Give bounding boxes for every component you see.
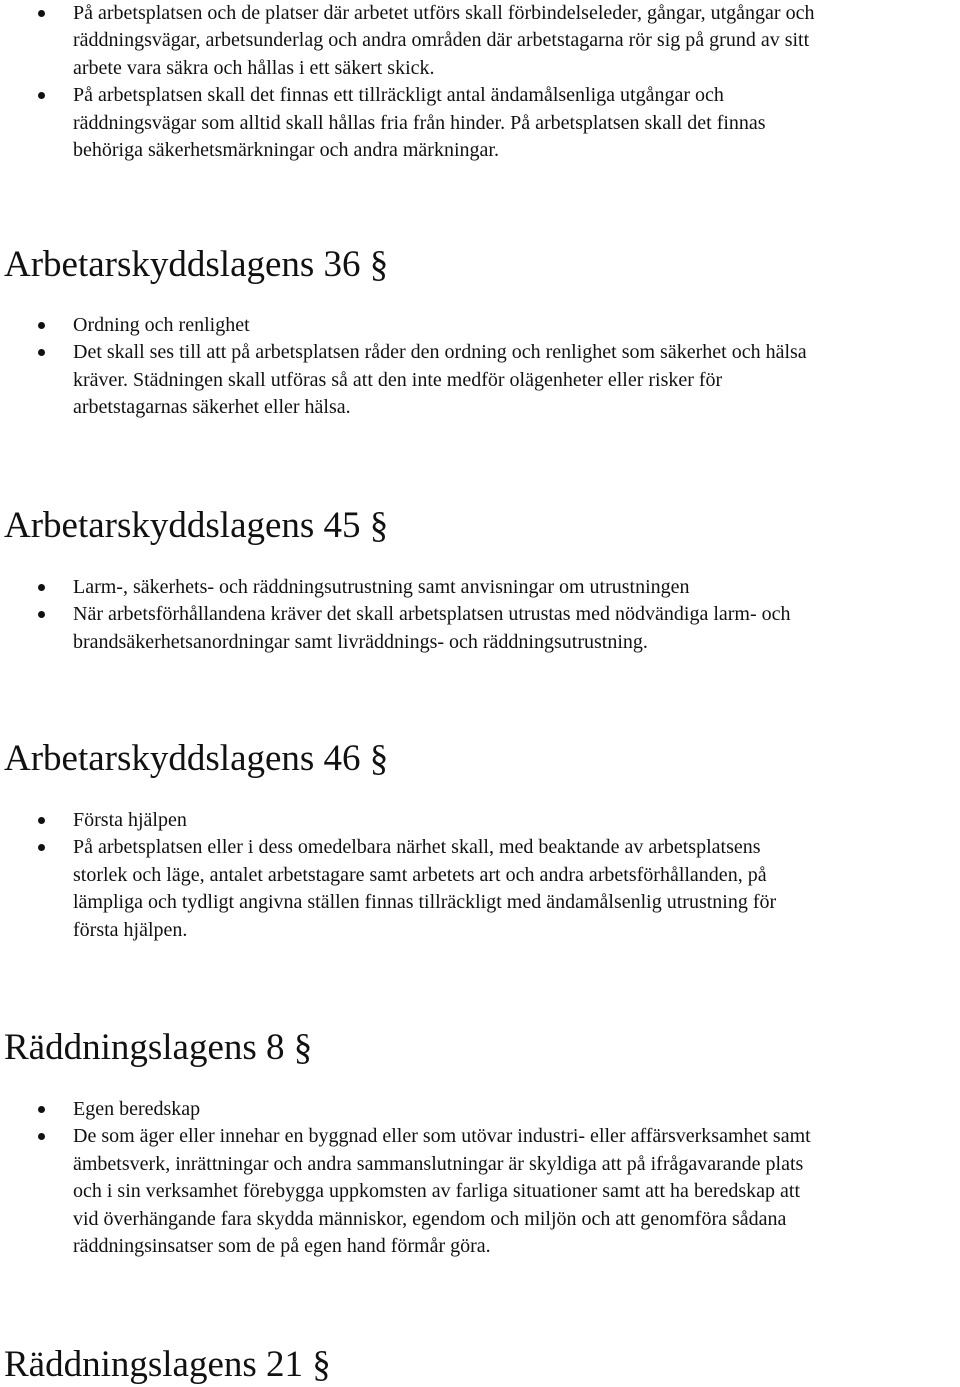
list-item-line: arbete vara säkra och hållas i ett säkert skick. — [73, 56, 435, 79]
bullet-list — [0, 1096, 960, 1260]
list-item-line: Ordning och renlighet — [73, 314, 250, 336]
list-item-line: De som äger eller innehar en byggnad eller som utövar industri- eller affärsverksamhet samt — [73, 1125, 811, 1148]
list-item-line: Det skall ses till att på arbetsplatsen råder den ordning och renlighet som säkerhet och hälsa — [73, 341, 807, 364]
bullet-icon — [38, 844, 45, 851]
bullet-list — [0, 312, 960, 422]
list-item — [0, 601, 960, 656]
list-item-line: räddningsvägar som alltid skall hållas fria från hinder. På arbetsplatsen skall det finnas — [73, 111, 766, 134]
bullet-icon — [38, 322, 45, 329]
list-item — [0, 82, 960, 164]
list-item-line: räddningsinsatser som de på egen hand förmår göra. — [73, 1235, 491, 1258]
list-item — [0, 1123, 960, 1260]
list-item-line: När arbetsförhållandena kräver det skall arbetsplatsen utrustas med nödvändiga larm- och — [73, 603, 791, 626]
list-item-line: och i sin verksamhet förebygga uppkomsten av farliga situationer samt att ha beredskap att — [73, 1180, 801, 1203]
list-item-line: första hjälpen. — [73, 918, 188, 941]
bullet-icon — [38, 349, 45, 356]
list-item-line: lämpliga och tydligt angivna ställen finnas tillräckligt med ändamålsenlig utrustning för — [73, 891, 777, 914]
list-item — [0, 339, 960, 421]
bullet-list — [0, 807, 960, 944]
bullet-list — [0, 574, 960, 656]
section-heading: Räddningslagens 8 § — [4, 1027, 313, 1068]
list-item-line: Larm-, säkerhets- och räddningsutrustning samt anvisningar om utrustningen — [73, 576, 690, 598]
list-item-line: På arbetsplatsen och de platser där arbetet utförs skall förbindelseleder, gångar, utgångar och — [73, 2, 815, 24]
list-item — [0, 807, 960, 834]
bullet-icon — [38, 1133, 45, 1140]
list-item-line: brandsäkerhetsanordningar samt livräddnings- och räddningsutrustning. — [73, 630, 648, 653]
bullet-icon — [38, 817, 45, 824]
section-heading: Räddningslagens 21 § — [4, 1344, 331, 1385]
list-item — [0, 1096, 960, 1123]
bullet-icon — [38, 92, 45, 99]
list-item-line: räddningsvägar, arbetsunderlag och andra områden där arbetstagarna rör sig på grund av sitt — [73, 29, 810, 52]
section-heading: Arbetarskyddslagens 46 § — [4, 738, 389, 779]
list-item-line: vid överhängande fara skydda människor, egendom och miljön och att genomföra sådana — [73, 1207, 787, 1230]
list-item — [0, 834, 960, 944]
list-item-line: Första hjälpen — [73, 809, 187, 831]
list-item — [0, 574, 960, 601]
list-item-line: arbetstagarnas säkerhet eller hälsa. — [73, 396, 351, 419]
list-item-line: ämbetsverk, inrättningar och andra sammanslutningar är skyldiga att på ifrågavarande plats — [73, 1152, 804, 1175]
list-item-line: På arbetsplatsen skall det finnas ett tillräckligt antal ändamålsenliga utgångar och — [73, 84, 724, 107]
list-item — [0, 0, 960, 82]
list-item-line: Egen beredskap — [73, 1098, 201, 1120]
list-item-line: storlek och läge, antalet arbetstagare samt arbetets art och andra arbetsförhållanden, på — [73, 863, 767, 886]
list-item-line: behöriga säkerhetsmärkningar och andra märkningar. — [73, 139, 499, 162]
bullet-icon — [38, 1106, 45, 1113]
list-item — [0, 312, 960, 339]
bullet-icon — [38, 10, 45, 17]
bullet-list — [0, 0, 960, 164]
list-item-line: På arbetsplatsen eller i dess omedelbara närhet skall, med beaktande av arbetsplatsens — [73, 836, 761, 859]
bullet-icon — [38, 584, 45, 591]
bullet-icon — [38, 611, 45, 618]
section-heading: Arbetarskyddslagens 45 § — [4, 505, 389, 546]
section-heading: Arbetarskyddslagens 36 § — [4, 244, 389, 285]
list-item-line: kräver. Städningen skall utföras så att den inte medför olägenheter eller risker för — [73, 368, 723, 391]
